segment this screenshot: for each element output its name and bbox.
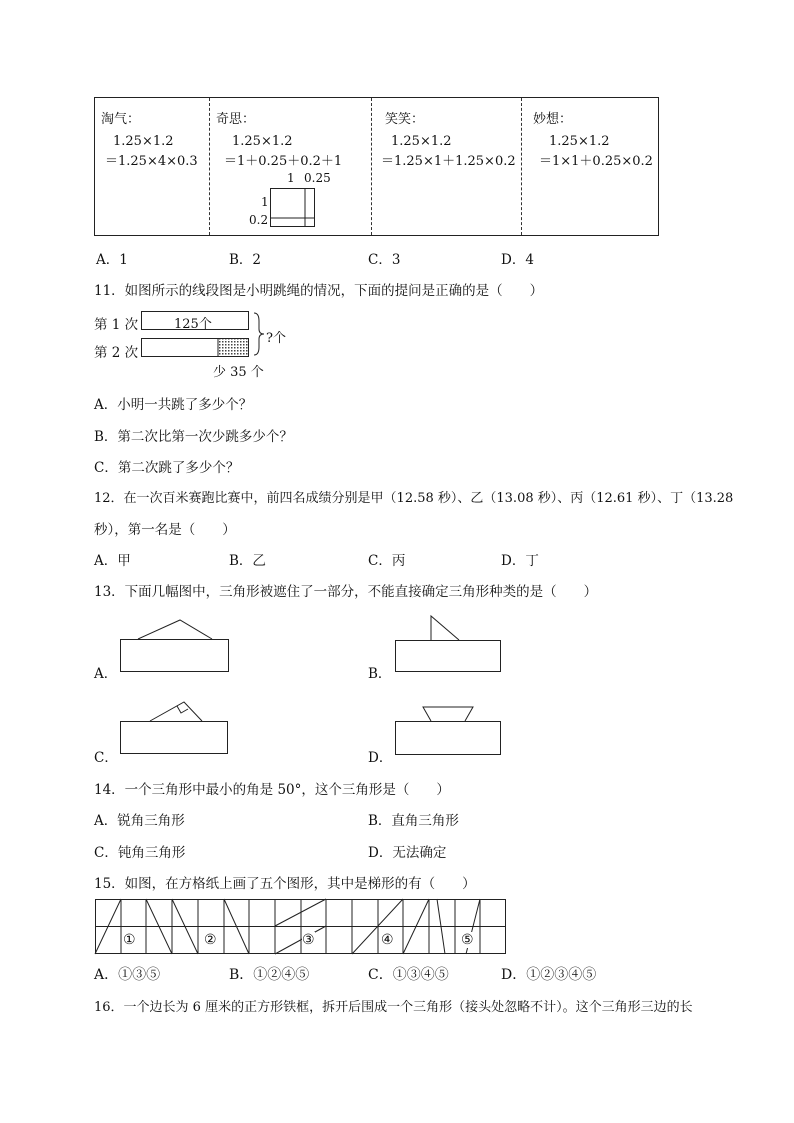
q10-option-c[interactable]: C．3 <box>368 252 401 268</box>
q10-col-miaoxiang <box>533 98 657 235</box>
q13-option-c[interactable]: C． <box>94 750 118 766</box>
diagram-label: 1 <box>261 195 269 209</box>
q11-less-label: 少 35 个 <box>213 365 264 380</box>
dashed-divider <box>371 98 372 235</box>
q15-mark-2: ② <box>204 932 217 948</box>
q10-option-b[interactable]: B．2 <box>229 252 262 268</box>
expression-line: 1.25×1.2 <box>391 134 452 149</box>
q14-option-c[interactable]: C．钝角三角形 <box>94 845 186 861</box>
q10-col-qisi <box>216 98 368 235</box>
diagram-label: 1 <box>287 171 295 185</box>
q15-option-a[interactable]: A．①③⑤ <box>94 967 161 983</box>
q10-option-a[interactable]: A．1 <box>96 252 128 268</box>
q10-col-xiaoxiao <box>381 98 516 235</box>
q14-stem: 14．一个三角形中最小的角是 50°，这个三角形是（ ） <box>94 782 450 798</box>
q12-option-b[interactable]: B．乙 <box>229 553 266 569</box>
dashed-divider <box>209 98 210 235</box>
q15-option-b[interactable]: B．①②④⑤ <box>229 967 310 983</box>
student-name: 淘气： <box>101 112 141 127</box>
q14-option-d[interactable]: D．无法确定 <box>368 845 447 861</box>
q12-stem-line1: 12．在一次百米赛跑比赛中，前四名成绩分别是甲（12.58 秒）、乙（13.08 秒）、丙（12.61 秒）、丁（13.28 <box>94 491 734 506</box>
q10-col-taoqi <box>101 98 207 235</box>
student-name: 笑笑： <box>385 112 425 127</box>
q15-option-c[interactable]: C．①③④⑤ <box>368 967 449 983</box>
q15-mark-1: ① <box>123 932 136 948</box>
q15-option-d[interactable]: D．①②③④⑤ <box>501 967 597 983</box>
q13-stem: 13．下面几幅图中，三角形被遮住了一部分，不能直接确定三角形种类的是（ ） <box>94 584 598 600</box>
q13-figure-c <box>120 700 230 756</box>
q11-option-c[interactable]: C．第二次跳了多少个？ <box>94 460 240 476</box>
q15-mark-4: ④ <box>381 932 394 948</box>
q10-solution-table <box>94 97 659 236</box>
expression-line: 1.25×1.2 <box>549 134 610 149</box>
q15-mark-3: ③ <box>302 932 315 948</box>
q13-option-b[interactable]: B． <box>368 666 392 682</box>
diagram-label: 0.25 <box>304 171 331 185</box>
expression-line: ＝1.25×4×0.3 <box>105 154 198 169</box>
q11-row1-label: 第 1 次 <box>94 317 139 333</box>
q12-option-d[interactable]: D．丁 <box>501 553 539 569</box>
q13-figure-b <box>395 616 505 674</box>
area-model-diagram <box>270 188 316 228</box>
q13-option-a[interactable]: A． <box>94 666 118 682</box>
expression-line: ＝1.25×1＋1.25×0.2 <box>381 154 516 169</box>
expression-line: ＝1＋0.25＋0.2＋1 <box>224 154 343 169</box>
q14-option-a[interactable]: A．锐角三角形 <box>94 813 185 829</box>
student-name: 妙想： <box>533 112 573 127</box>
q13-figure-d <box>395 703 505 757</box>
q11-option-a[interactable]: A．小明一共跳了多少个？ <box>94 397 253 413</box>
diagram-label: 0.2 <box>249 213 269 227</box>
q11-option-b[interactable]: B．第二次比第一次少跳多少个？ <box>94 429 293 445</box>
q12-option-a[interactable]: A．甲 <box>94 553 131 569</box>
q10-option-d[interactable]: D．4 <box>501 252 534 268</box>
q11-stem: 11．如图所示的线段图是小明跳绳的情况，下面的提问是正确的是（ ） <box>94 283 544 299</box>
student-name: 奇思： <box>216 112 256 127</box>
expression-line: ＝1×1＋0.25×0.2 <box>539 154 653 169</box>
q11-bar1-label: 125个 <box>174 317 212 332</box>
q14-option-b[interactable]: B．直角三角形 <box>368 813 459 829</box>
q12-option-c[interactable]: C．丙 <box>368 553 406 569</box>
q13-figure-a <box>120 618 230 674</box>
q16-stem: 16．一个边长为 6 厘米的正方形铁框，拆开后围成一个三角形（接头处忽略不计）。这个三角形三边的长 <box>94 1000 693 1015</box>
dashed-divider <box>521 98 522 235</box>
q12-stem-line2: 秒），第一名是（ ） <box>94 522 236 538</box>
q13-option-d[interactable]: D． <box>368 750 393 766</box>
expression-line: 1.25×1.2 <box>113 134 174 149</box>
expression-line: 1.25×1.2 <box>232 134 293 149</box>
q15-grid-figure <box>95 899 507 955</box>
q11-row2-label: 第 2 次 <box>94 345 139 361</box>
q11-brace-label: ?个 <box>266 331 286 346</box>
q15-stem: 15．如图，在方格纸上画了五个图形，其中是梯形的有（ ） <box>94 876 476 892</box>
q15-mark-5: ⑤ <box>461 932 474 948</box>
